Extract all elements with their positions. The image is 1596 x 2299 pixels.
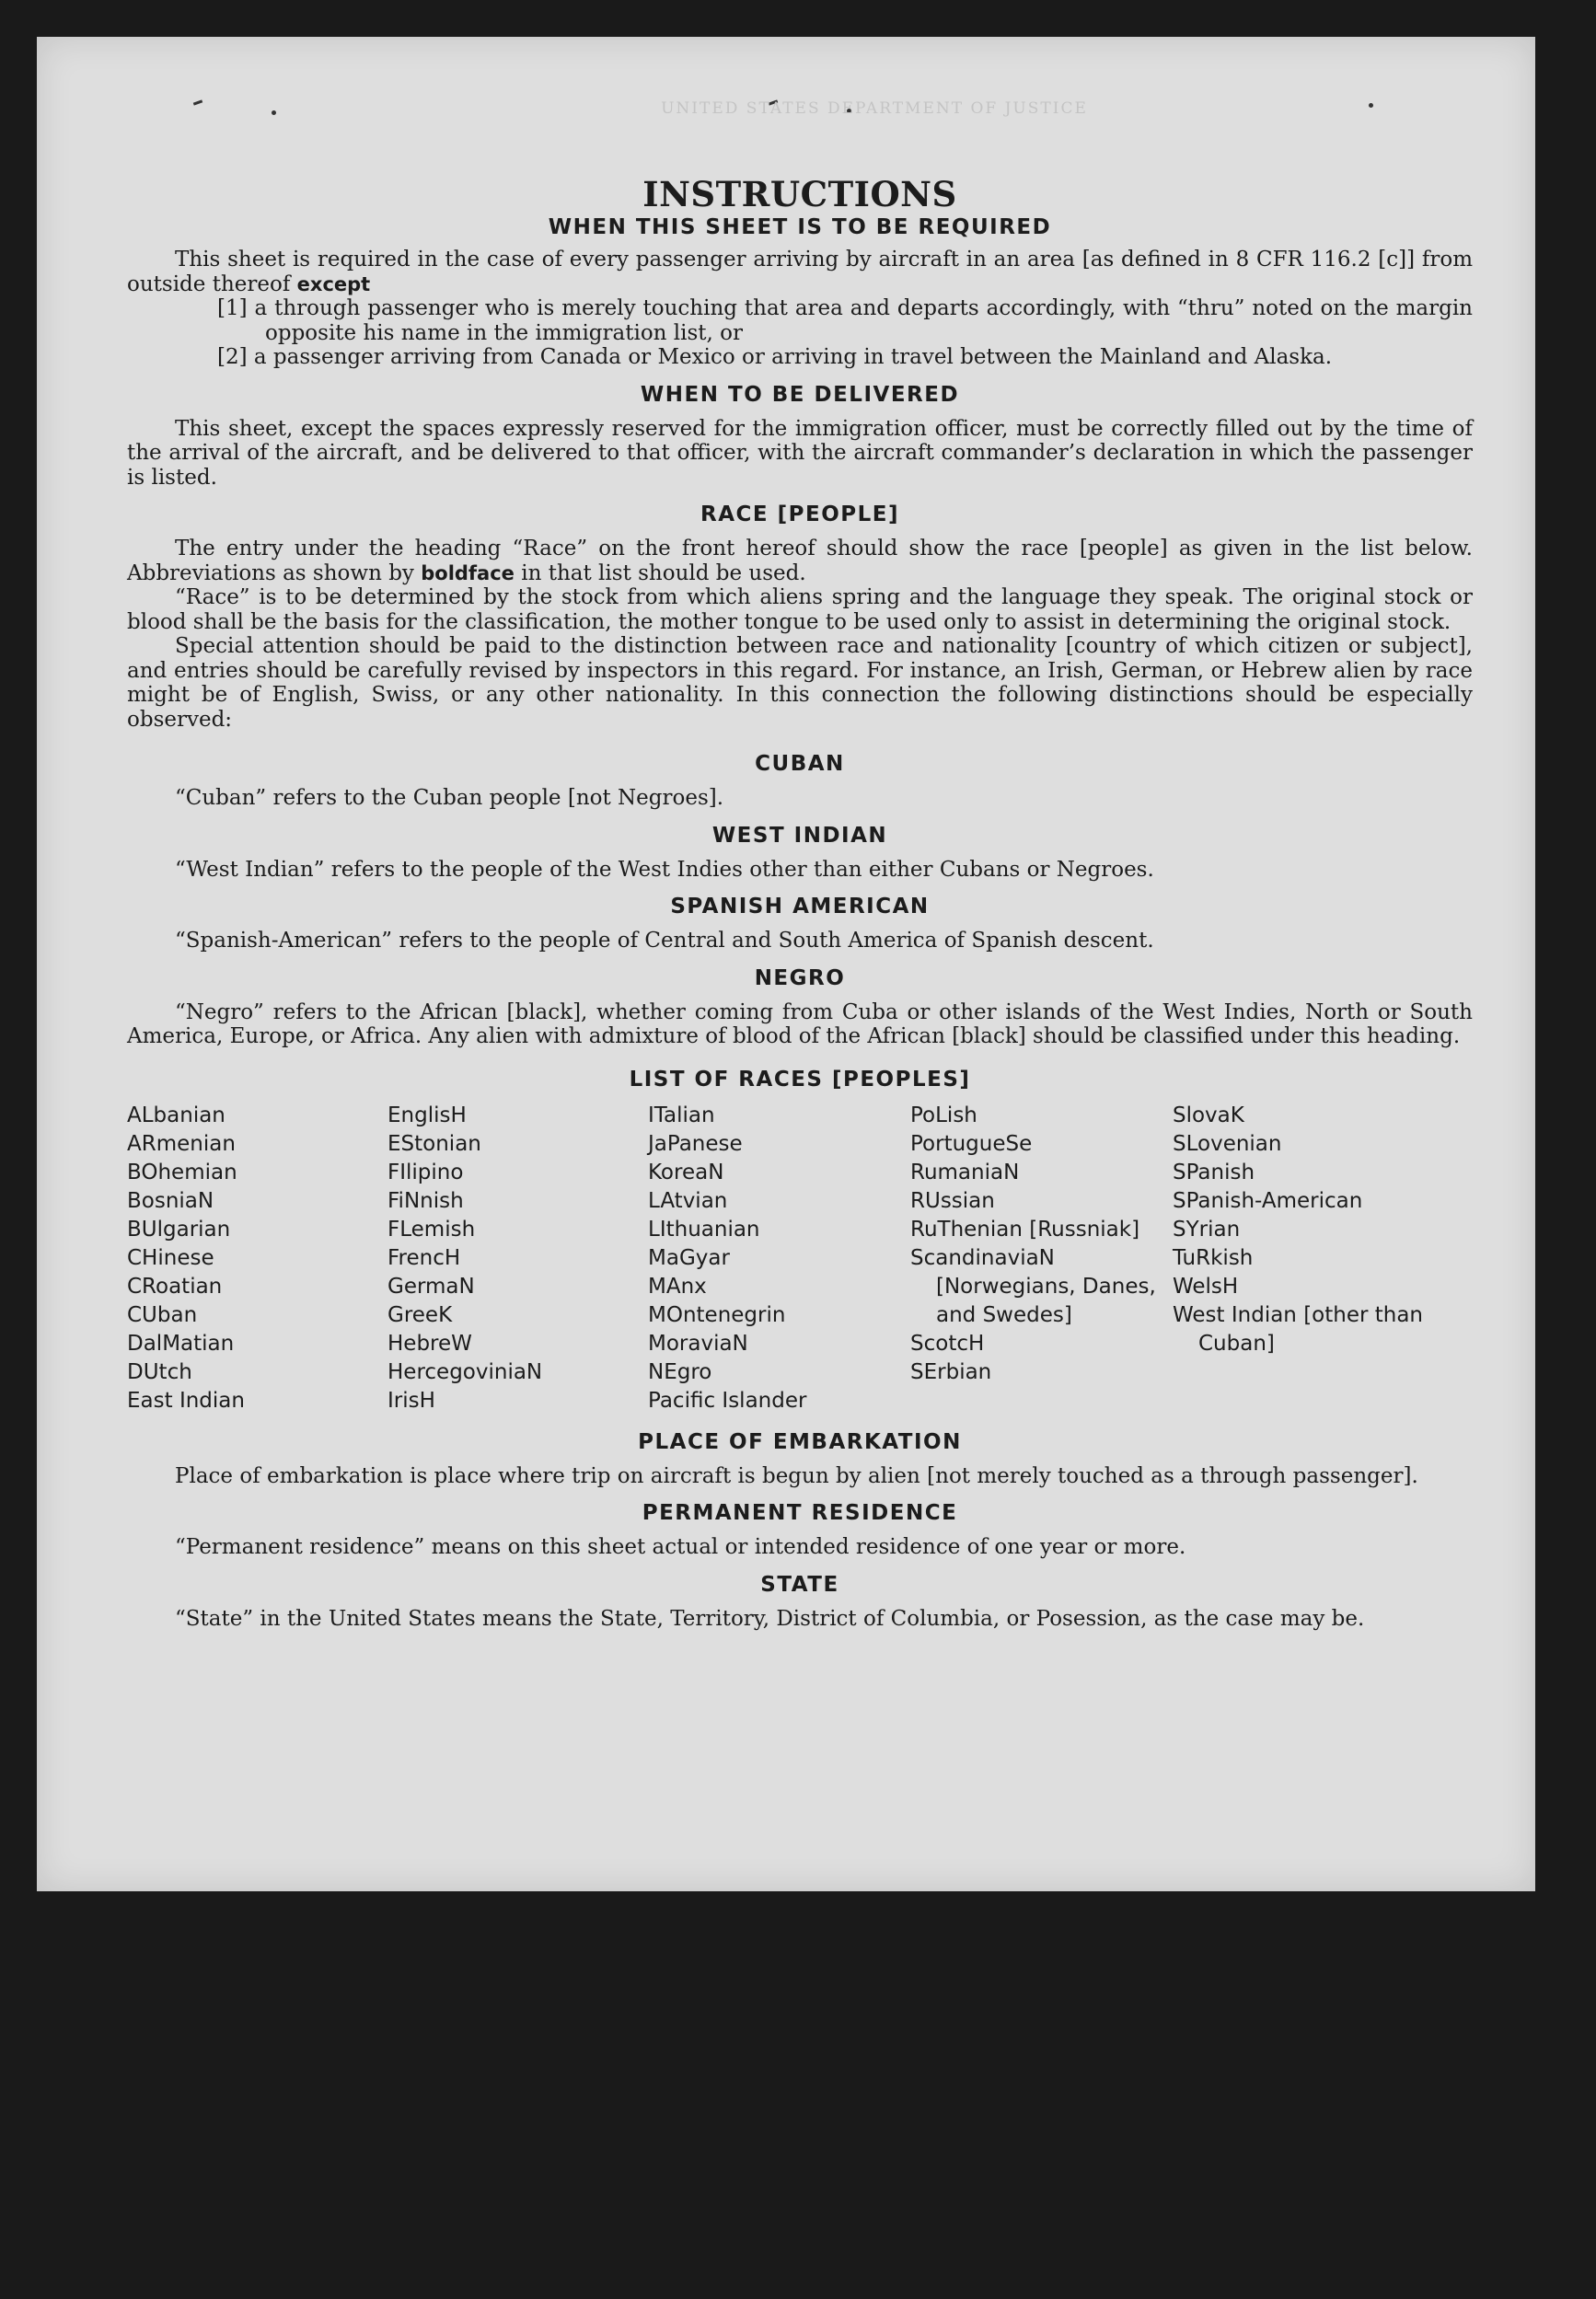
- section-heading-negro: NEGRO: [754, 965, 846, 990]
- race-list-item: BOhemian: [127, 1160, 237, 1184]
- race-list-item: BUlgarian: [127, 1217, 231, 1242]
- race-list-item: MAnx: [648, 1274, 707, 1299]
- race-list-item: MoraviaN: [648, 1331, 748, 1356]
- race-list-item: CHinese: [127, 1245, 214, 1270]
- races-column-3: [648, 1102, 910, 1415]
- required-item-1: [1] a through passenger who is merely touching that area and departs accordingly, with “thru” noted on the margin opposite his name in the immigration list, or: [217, 296, 1473, 345]
- race-list-item: ITalian: [648, 1103, 715, 1127]
- race-list-item: ScandinaviaN [Norwegians, Danes, and Swedes]: [910, 1245, 1156, 1327]
- section-heading-state: STATE: [760, 1572, 839, 1597]
- race-p1-a: The entry under the heading “Race” on the front hereof should show the race [people] as given in the list below. Abbreviations as shown by: [127, 537, 1473, 585]
- required-intro: [127, 248, 1473, 296]
- race-list-item: IrisH: [387, 1388, 435, 1413]
- delivered-text: This sheet, except the spaces expressly reserved for the immigration officer, must be correctly filled out by the time of the arrival of the aircraft, and be delivered to that officer, with the aircraft commander’s declaration in which the passenger is listed.: [127, 416, 1473, 490]
- races-column-1: [127, 1102, 387, 1415]
- section-heading-list-of-races: LIST OF RACES [PEOPLES]: [629, 1067, 971, 1092]
- race-list-item: SLovenian: [1173, 1131, 1282, 1156]
- race-list-item: DUtch: [127, 1359, 192, 1384]
- race-list-item: GermaN: [387, 1274, 475, 1299]
- races-column-2: [387, 1102, 648, 1415]
- race-list-item: HebreW: [387, 1331, 472, 1356]
- race-list-item: SPanish: [1173, 1160, 1255, 1184]
- negro-text: “Negro” refers to the African [black], whether coming from Cuba or other islands of the West Indies, North or South America, Europe, or Africa. Any alien with admixture of blood of the African [black] should be classified under this heading.: [127, 999, 1473, 1048]
- race-list-item: FrencH: [387, 1245, 461, 1270]
- races-list: [127, 1102, 1473, 1415]
- bleed-through-text: UNITED STATES DEPARTMENT OF JUSTICE: [661, 99, 1088, 118]
- section-heading-embarkation: PLACE OF EMBARKATION: [638, 1429, 962, 1454]
- embarkation-text: Place of embarkation is place where trip on aircraft is begun by alien [not merely touched as a through passenger].: [175, 1463, 1418, 1488]
- race-list-item: SPanish-American: [1173, 1188, 1363, 1213]
- section-heading-spanish-american: SPANISH AMERICAN: [670, 895, 930, 918]
- section-heading-race: RACE [PEOPLE]: [700, 503, 899, 526]
- section-heading-west-indian: WEST INDIAN: [711, 823, 888, 848]
- punch-mark: [193, 99, 202, 105]
- required-intro-text: This sheet is required in the case of every passenger arriving by aircraft in an area [as defined in 8 CFR 116.2 [c]] from outside thereof: [127, 248, 1473, 296]
- race-list-item: ARmenian: [127, 1131, 236, 1156]
- instructions-content: [127, 175, 1473, 1631]
- race-list-item: EnglisH: [387, 1103, 467, 1127]
- race-list-item: JaPanese: [648, 1131, 743, 1156]
- race-p1-bold: boldface: [421, 561, 515, 584]
- race-list-item: RUssian: [910, 1188, 995, 1213]
- race-paragraph-3: Special attention should be paid to the distinction between race and nationality [country of which citizen or subject], and entries should be carefully revised by inspectors in this regard. For instance, an Irish, German, or Hebrew alien by race might be of English, Swiss, or any other nationality. In this connection the following distinctions should be especially observed:: [127, 634, 1473, 732]
- race-list-item: SlovaK: [1173, 1103, 1244, 1127]
- page-title: INSTRUCTIONS: [642, 174, 957, 214]
- race-list-item: BosniaN: [127, 1188, 214, 1213]
- race-list-item: ALbanian: [127, 1103, 226, 1127]
- punch-mark: [1369, 103, 1373, 108]
- race-list-item: MaGyar: [648, 1245, 730, 1270]
- required-item-2: [2] a passenger arriving from Canada or Mexico or arriving in travel between the Mainland and Alaska.: [217, 345, 1333, 369]
- race-list-item: Pacific Islander: [648, 1388, 807, 1413]
- section-heading-delivered: WHEN TO BE DELIVERED: [640, 382, 960, 407]
- race-list-item: GreeK: [387, 1302, 453, 1327]
- race-list-item: DalMatian: [127, 1331, 235, 1356]
- race-list-item: SErbian: [910, 1359, 992, 1384]
- races-column-4: [910, 1102, 1173, 1415]
- cuban-text: “Cuban” refers to the Cuban people [not Negroes].: [175, 786, 724, 810]
- residence-text: “Permanent residence” means on this sheet actual or intended residence of one year or more.: [175, 1535, 1186, 1559]
- race-list-item: EStonian: [387, 1131, 481, 1156]
- race-list-item: HercegoviniaN: [387, 1359, 543, 1384]
- race-list-item: NEgro: [648, 1359, 712, 1384]
- race-p1-b: in that list should be used.: [514, 560, 806, 585]
- race-list-item: CRoatian: [127, 1274, 223, 1299]
- race-list-item: TuRkish: [1173, 1245, 1254, 1270]
- race-list-item: LIthuanian: [648, 1217, 760, 1242]
- west-indian-text: “West Indian” refers to the people of the West Indies other than either Cubans or Negroes.: [175, 857, 1154, 882]
- race-list-item: RumaniaN: [910, 1160, 1020, 1184]
- race-list-item: RuThenian [Russniak]: [910, 1217, 1140, 1242]
- punch-mark: [272, 110, 276, 115]
- race-list-item: LAtvian: [648, 1188, 728, 1213]
- race-paragraph-1: [127, 537, 1473, 585]
- race-list-item: CUban: [127, 1302, 198, 1327]
- required-intro-bold: except: [296, 272, 371, 295]
- state-text: “State” in the United States means the State, Territory, District of Columbia, or Posession, as the case may be.: [175, 1606, 1365, 1631]
- race-list-item: WelsH: [1173, 1274, 1239, 1299]
- race-list-item: MOntenegrin: [648, 1302, 786, 1327]
- race-list-item: ScotcH: [910, 1331, 985, 1356]
- races-column-5: [1173, 1102, 1473, 1415]
- race-list-item: PortugueSe: [910, 1131, 1033, 1156]
- race-paragraph-2: “Race” is to be determined by the stock from which aliens spring and the language they speak. The original stock or blood shall be the basis for the classification, the mother tongue to be used only to assist in determining the original stock.: [127, 585, 1473, 634]
- race-list-item: FLemish: [387, 1217, 476, 1242]
- race-list-item: PoLish: [910, 1103, 977, 1127]
- section-heading-cuban: CUBAN: [755, 752, 845, 776]
- race-list-item: KoreaN: [648, 1160, 724, 1184]
- race-list-item: FiNnish: [387, 1188, 464, 1213]
- spanish-american-text: “Spanish-American” refers to the people of Central and South America of Spanish descent.: [175, 929, 1154, 953]
- document-page: [37, 37, 1535, 1891]
- section-heading-residence: PERMANENT RESIDENCE: [642, 1501, 958, 1525]
- race-list-item: FIlipino: [387, 1160, 464, 1184]
- race-list-item: SYrian: [1173, 1217, 1241, 1242]
- race-list-item: East Indian: [127, 1388, 245, 1413]
- race-list-item: West Indian [other than Cuban]: [1173, 1302, 1424, 1356]
- section-heading-required: WHEN THIS SHEET IS TO BE REQUIRED: [548, 215, 1052, 239]
